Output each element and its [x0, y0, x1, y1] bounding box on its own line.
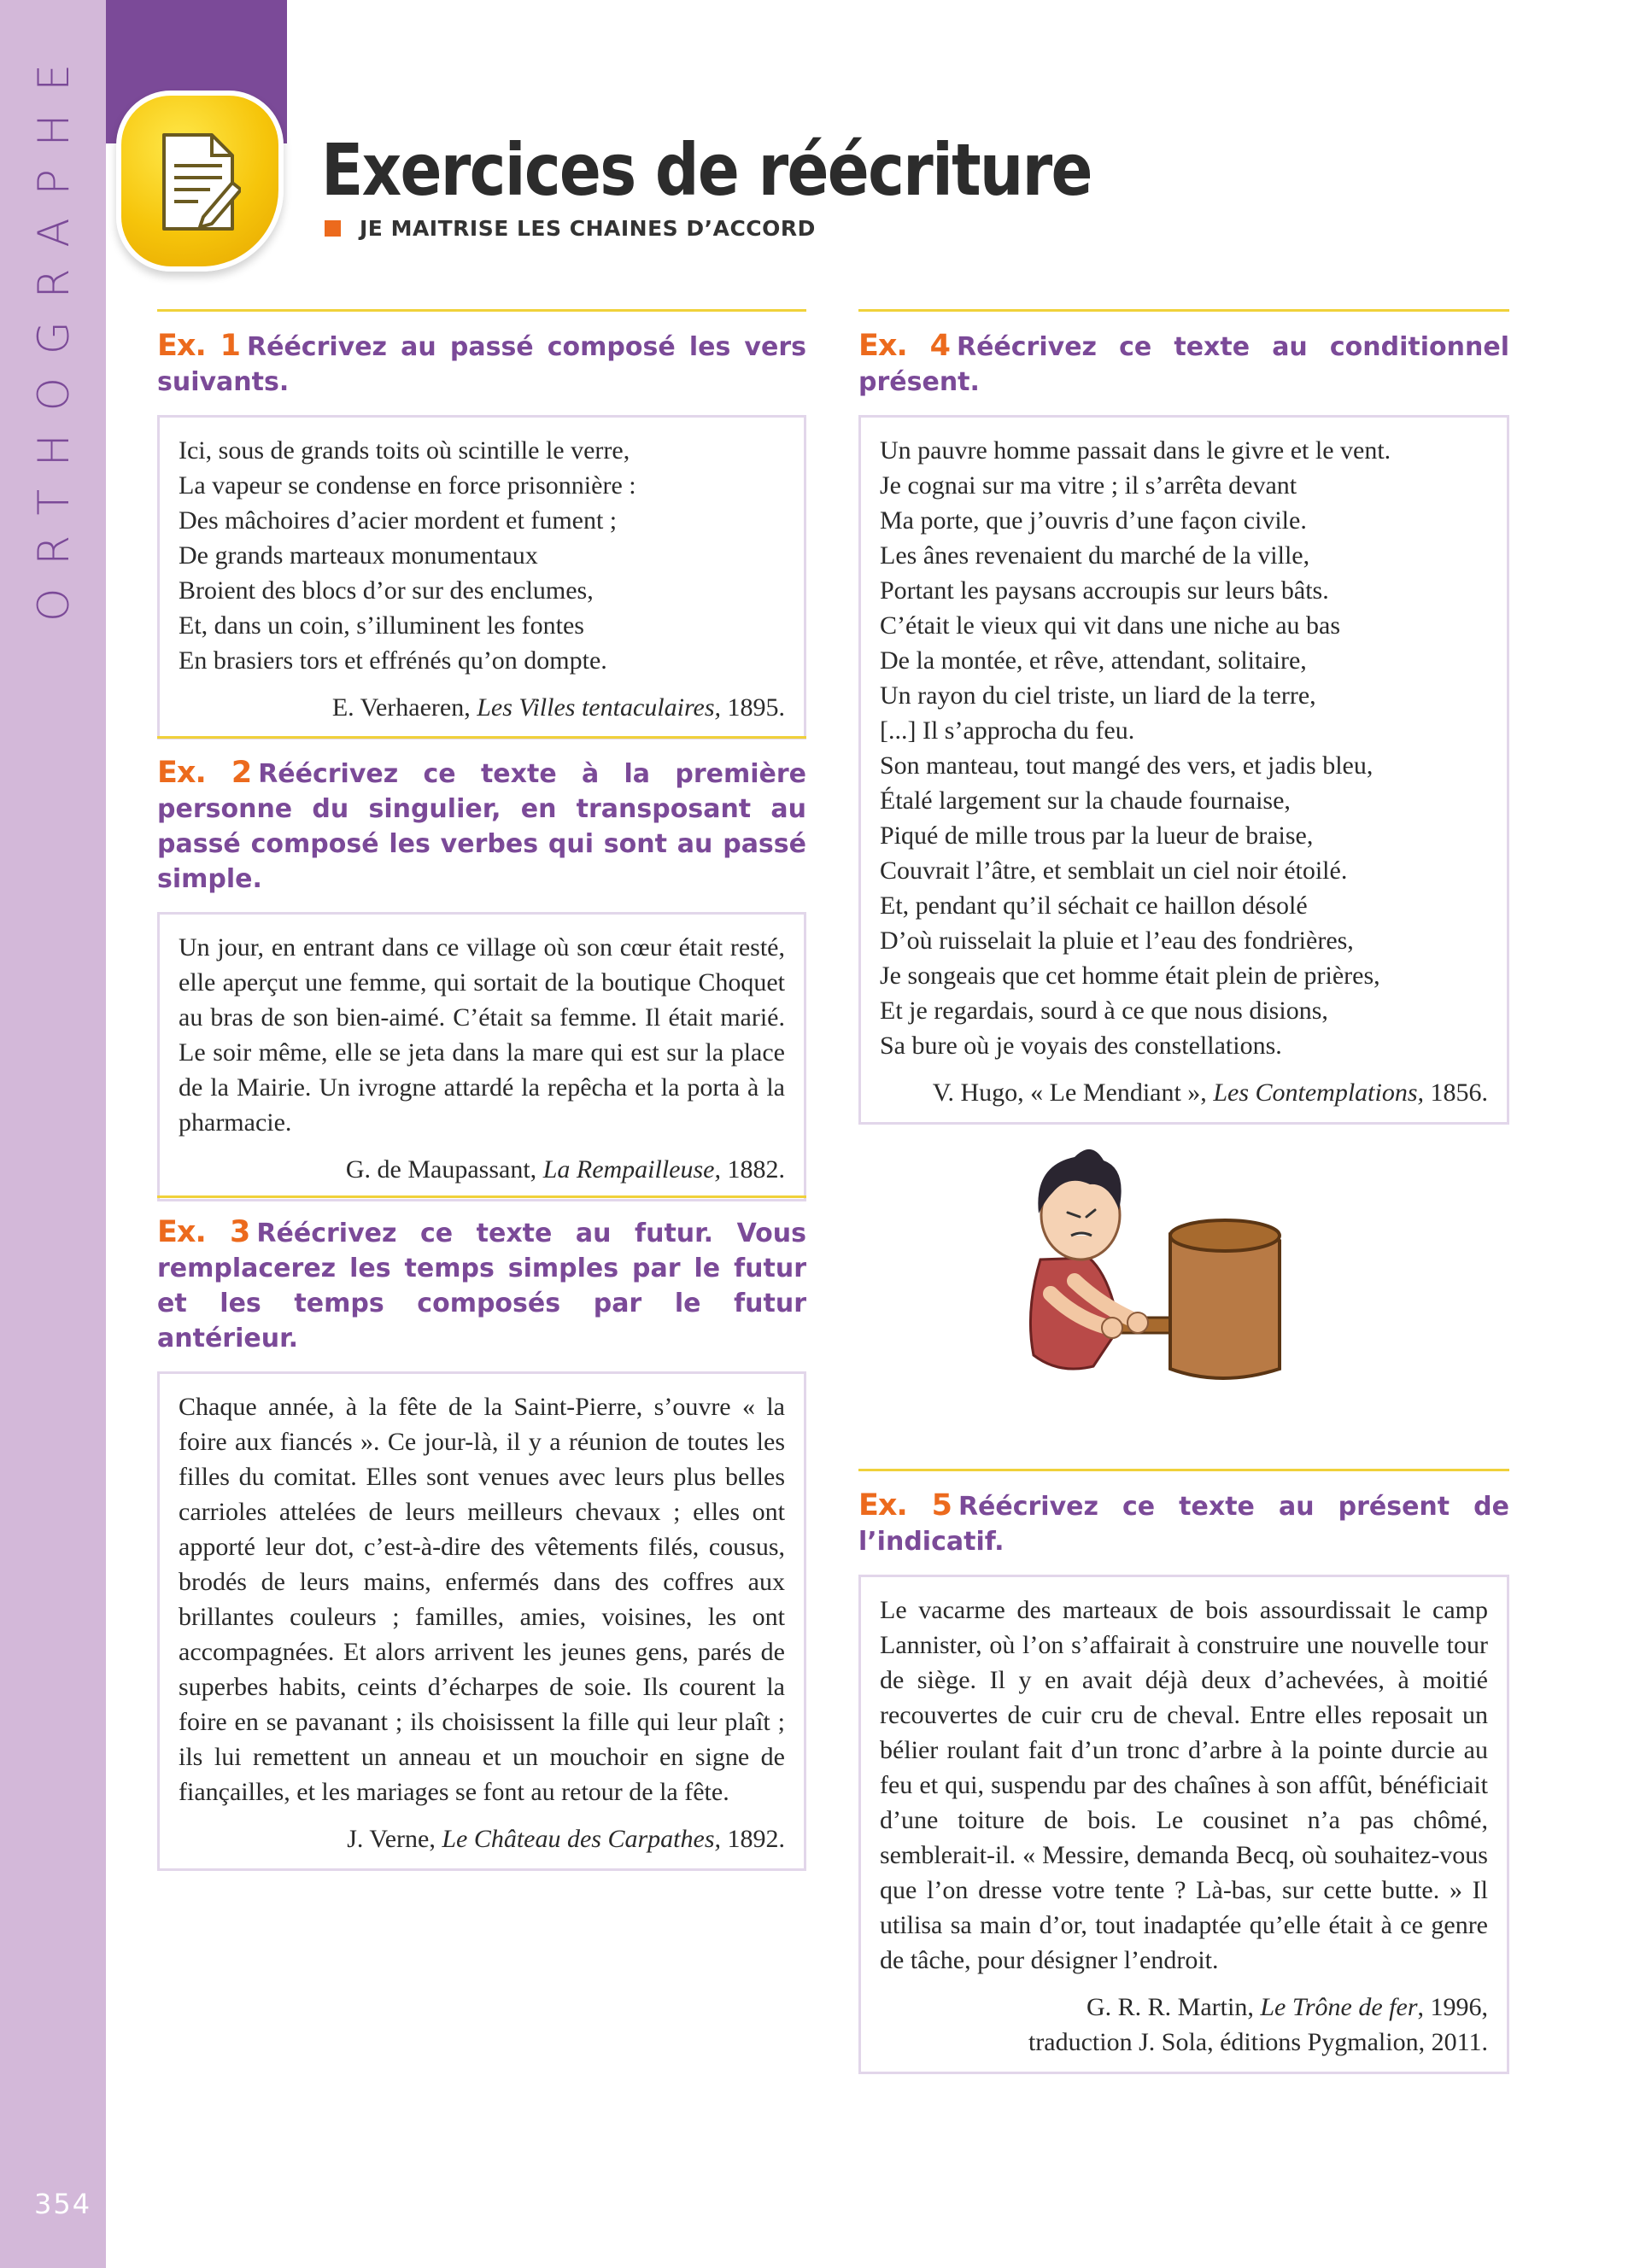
exercise-heading — [858, 1488, 1509, 1559]
verse-line: Et, pendant qu’il séchait ce haillon désolé — [880, 891, 1308, 920]
exercise-instruction: Réécrivez ce texte au conditionnel présent. — [858, 332, 1509, 397]
verse-line: Son manteau, tout mangé des vers, et jadis bleu, — [880, 751, 1374, 780]
exercise-heading — [157, 329, 806, 400]
exercise-instruction: Réécrivez ce texte à la première personne du singulier, en transposant au passé composé les verbes qui sont au passé simple. — [157, 759, 806, 894]
exercise-5 — [858, 1469, 1509, 2074]
verse-line: Piqué de mille trous par la lueur de braise, — [880, 821, 1314, 850]
exercise-1 — [157, 309, 806, 739]
verse-line: De grands marteaux monumentaux — [179, 541, 538, 570]
exercise-text-box — [858, 1575, 1509, 2074]
verse-line: En brasiers tors et effrénés qu’on dompte. — [179, 646, 607, 675]
source-citation: G. R. R. Martin, Le Trône de fer, 1996, — [1086, 1993, 1488, 2021]
verse-line: Des mâchoires d’acier mordent et fument ; — [179, 506, 618, 535]
exercise-text: Chaque année, à la fête de la Saint-Pierre, s’ouvre « la foire aux fiancés ». Ce jour-là, il y a réunion de toutes les filles du comitat. Elles sont venues avec leurs plus belles carrioles attelées de leurs meilleurs chevaux ; elles ont apporté leur dot, c’est-à-dire des vêtements filés, cousus, brodés de leurs mains, enfermés dans des coffres aux brillantes couleurs ; familles, amies, voisines, les ont accompagnées. Et alors arrivent les jeunes gens, parés de superbes habits, ceints d’écharpes de soie. Ils courent la foire en se pavanant ; ils choisissent la fille qui leur plaît ; ils lui remettent un anneau et un mouchoir en signe de fiançailles, et les mariages se font au retour de la fête. — [179, 1393, 785, 1806]
exercise-heading — [858, 329, 1509, 400]
verse-line: Sa bure où je voyais des constellations. — [880, 1032, 1282, 1060]
verse-line: Broient des blocs d’or sur des enclumes, — [179, 576, 594, 605]
boy-with-mallet-illustration — [1008, 1131, 1367, 1473]
verse-line: Et, dans un coin, s’illuminent les fontes — [179, 611, 584, 640]
source-citation: J. Verne, Le Château des Carpathes, 1892. — [347, 1825, 785, 1853]
verse-line: D’où ruisselait la pluie et l’eau des fondrières, — [880, 926, 1354, 955]
verse-line: Et je regardais, sourd à ce que nous disions, — [880, 997, 1328, 1025]
page-number: 354 — [34, 2188, 92, 2220]
exercise-text-box — [157, 912, 806, 1201]
exercise-number: Ex. 5 — [858, 1488, 952, 1523]
source-citation: V. Hugo, « Le Mendiant », Les Contemplations, 1856. — [932, 1078, 1488, 1107]
verse-line: Un rayon du ciel triste, un liard de la terre, — [880, 681, 1316, 710]
verse-line: Étalé largement sur la chaude fournaise, — [880, 786, 1291, 815]
verse-line: Les ânes revenaient du marché de la ville, — [880, 541, 1310, 570]
exercise-2 — [157, 736, 806, 1201]
verse-line: Couvrait l’âtre, et semblait un ciel noir étoilé. — [880, 856, 1348, 885]
verse-line: Je cognai sur ma vitre ; il s’arrêta devant — [880, 471, 1297, 500]
exercise-heading — [157, 1215, 806, 1356]
exercise-instruction: Réécrivez ce texte au futur. Vous remplacerez les temps simples par le futur et les temps composés par le futur antérieur. — [157, 1219, 806, 1353]
exercise-4 — [858, 309, 1509, 1125]
section-rule — [858, 1469, 1509, 1471]
exercise-text-box — [858, 415, 1509, 1125]
section-rule — [157, 309, 806, 312]
exercise-number: Ex. 4 — [858, 329, 950, 363]
verse-line: [...] Il s’approcha du feu. — [880, 716, 1135, 745]
source-citation-translation: traduction J. Sola, éditions Pygmalion, 2011. — [1028, 2028, 1488, 2056]
verse-line: Ma porte, que j’ouvris d’une façon civile. — [880, 506, 1307, 535]
exercise-text-box — [157, 1371, 806, 1871]
verse-line: C’était le vieux qui vit dans une niche au bas — [880, 611, 1341, 640]
page-subtitle: JE MAITRISE LES CHAINES D’ACCORD — [360, 216, 816, 241]
exercise-3 — [157, 1195, 806, 1871]
section-rule — [157, 1195, 806, 1198]
exercise-text: Un jour, en entrant dans ce village où son cœur était resté, elle aperçut une femme, qui sortait de la boutique Choquet au bras de son bien-aimé. C’était sa femme. Il était marié. Le soir même, elle se jeta dans la mare qui est sur la place de la Mairie. Un ivrogne attardé la repêcha et la porta à la pharmacie. — [179, 933, 785, 1137]
exercise-number: Ex. 2 — [157, 756, 252, 790]
section-label: ORTHOGRAPHE — [29, 41, 79, 622]
section-rule — [157, 736, 806, 739]
exercise-instruction: Réécrivez au passé composé les vers suivants. — [157, 332, 806, 397]
bullet-square — [325, 220, 341, 237]
verse-line: La vapeur se condense en force prisonnière : — [179, 471, 636, 500]
exercise-instruction: Réécrivez ce texte au présent de l’indicatif. — [858, 1492, 1509, 1557]
verse-line: Un pauvre homme passait dans le givre et le vent. — [880, 436, 1391, 465]
exercise-heading — [157, 756, 806, 897]
exercise-text: Le vacarme des marteaux de bois assourdissait le camp Lannister, où l’on s’affairait à construire une nouvelle tour de siège. Il y en avait déjà deux d’achevées, à moitié recouvertes de cuir cru de cheval. Entre elles reposait un bélier roulant fait d’un tronc d’arbre à la pointe durcie au feu et qui, suspendu par des chaînes à son affût, bénéficiait d’une toiture de bois. Le cousinet n’a pas chômé, semblerait-il. « Messire, demanda Becq, où souhaitez-vous que l’on dresse votre tente ? Là-bas, sur cette butte. » Il utilisa sa main d’or, tout inadaptée qu’elle était à ce genre de tâche, pour désigner l’endroit. — [880, 1596, 1488, 1974]
exercise-number: Ex. 3 — [157, 1215, 250, 1249]
source-citation: E. Verhaeren, Les Villes tentaculaires, 1895. — [331, 693, 785, 722]
subtitle-row — [325, 216, 816, 241]
section-rule — [858, 309, 1509, 312]
source-citation: G. de Maupassant, La Rempailleuse, 1882. — [345, 1155, 785, 1184]
exercise-text-box — [157, 415, 806, 739]
document-pencil-icon — [116, 91, 284, 272]
verse-line: De la montée, et rêve, attendant, solitaire, — [880, 646, 1307, 675]
verse-line: Portant les paysans accroupis sur leurs bâts. — [880, 576, 1329, 605]
verse-line: Ici, sous de grands toits où scintille le verre, — [179, 436, 630, 465]
page-title: Exercices de réécriture — [321, 128, 1092, 212]
verse-line: Je songeais que cet homme était plein de prières, — [880, 962, 1380, 990]
exercise-number: Ex. 1 — [157, 329, 240, 363]
